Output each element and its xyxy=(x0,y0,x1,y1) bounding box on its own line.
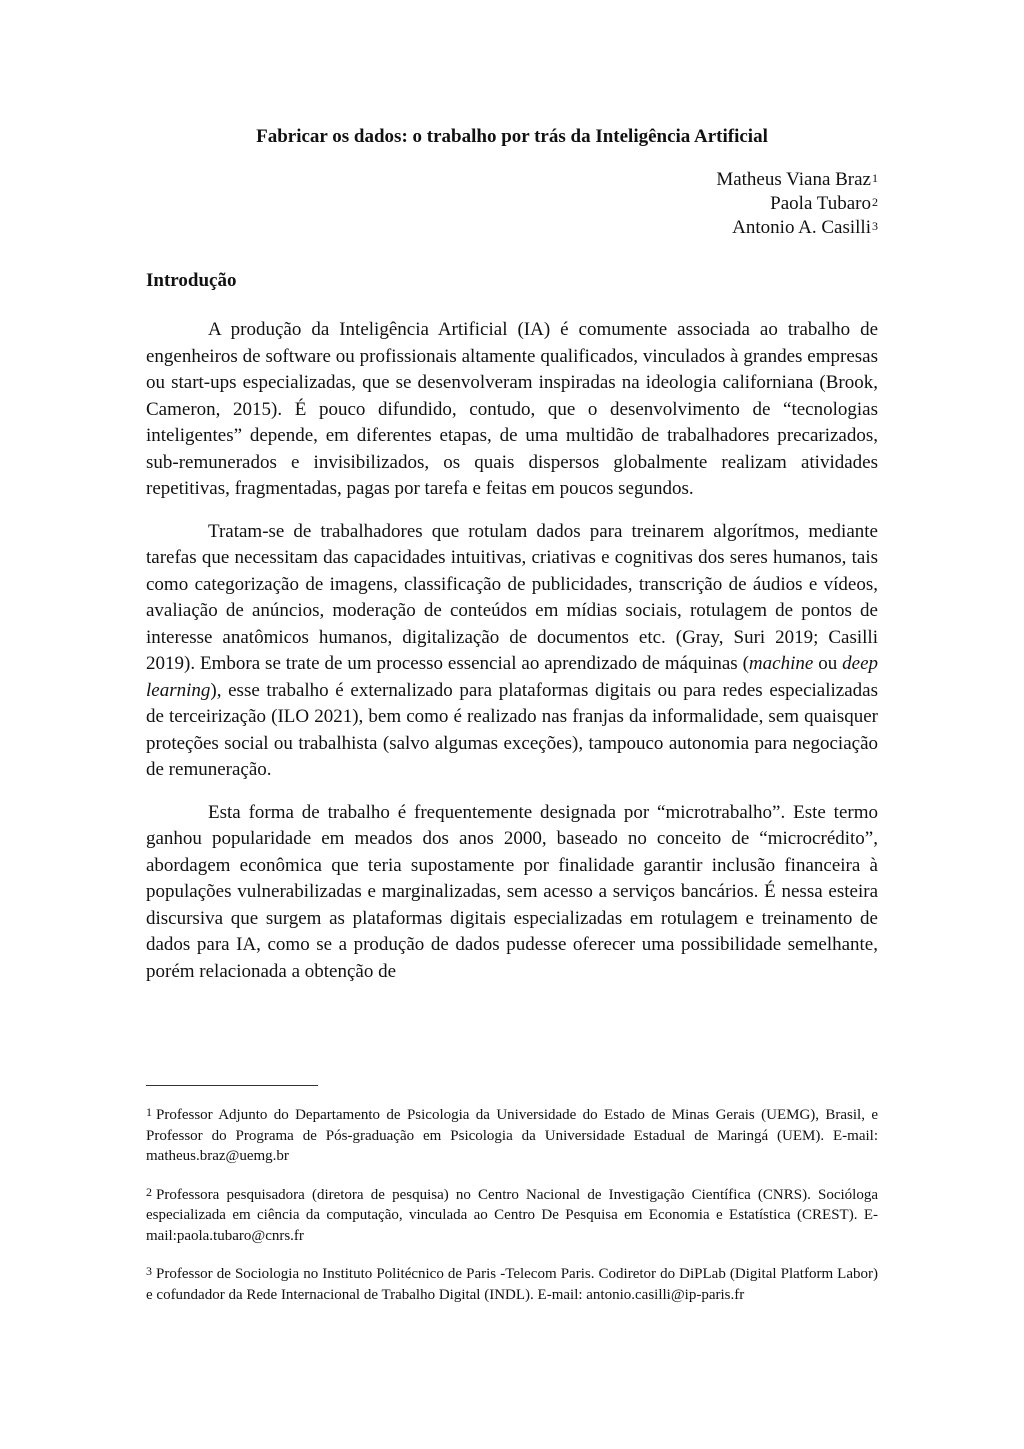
footnote xyxy=(146,1105,878,1167)
italic-term: machine xyxy=(748,653,814,674)
footnote-marker[interactable]: 2 xyxy=(872,195,878,209)
footnote-number: 1 xyxy=(146,1105,152,1119)
author-name: Antonio A. Casilli xyxy=(732,217,871,238)
paragraph xyxy=(146,519,878,784)
footnote-text: Professora pesquisadora (diretora de pesquisa) no Centro Nacional de Investigação Científica (CNRS). Socióloga especializada em ciência da computação, vinculada ao Centro De Pesquisa em Economia e Estatística (CREST). E-mail:paola.tubaro@cnrs.fr xyxy=(146,1186,878,1244)
paragraph-text: ), esse trabalho é externalizado para plataformas digitais ou para redes especializadas de terceirização (ILO 2021), bem como é realizado nas franjas da informalidade, sem quaisquer proteções social ou trabalhista (salvo algumas exceções), tampouco autonomia para negociação de remuneração. xyxy=(146,679,878,780)
footnote-text: Professor de Sociologia no Instituto Politécnico de Paris -Telecom Paris. Codiretor do DiPLab (Digital Platform Labor) e cofundador da Rede Internacional de Trabalho Digital (INDL). E-mail: antonio.casilli@ip-paris.fr xyxy=(146,1266,878,1303)
italic-term: deep learning xyxy=(146,653,879,701)
footnotes xyxy=(146,1105,878,1323)
footnote-number: 3 xyxy=(146,1264,152,1278)
footnote xyxy=(146,1264,878,1305)
paragraph: Esta forma de trabalho é frequentemente designada por “microtrabalho”. Este termo ganhou popularidade em meados dos anos 2000, baseado no conceito de “microcrédito”, abordagem econômica que teria supostamente por finalidade garantir inclusão financeira à populações vulnerabilizadas e marginalizadas, sem acesso a serviços bancários. É nessa esteira discursiva que surgem as plataformas digitais especializadas em rotulagem e treinamento de dados para IA, como se a produção de dados pudesse oferecer uma possibilidade semelhante, porém relacionada a obtenção de xyxy=(146,801,878,982)
author xyxy=(716,216,878,240)
paragraph-text: ou xyxy=(813,653,843,674)
footnote-divider xyxy=(146,1085,318,1086)
author-list xyxy=(716,168,878,240)
body-text xyxy=(146,317,878,1001)
author xyxy=(716,168,878,192)
paper-title: Fabricar os dados: o trabalho por trás da Inteligência Artificial xyxy=(256,126,768,147)
paragraph-text: Tratam-se de trabalhadores que rotulam dados para treinarem algorítmos, mediante tarefas que necessitam das capacidades intuitivas, criativas e cognitivas dos seres humanos, tais como categorização de imagens, classificação de publicidades, transcrição de áudios e vídeos, avaliação de anúncios, moderação de conteúdos em mídias sociais, rotulagem de pontos de interesse anatômicos humanos, digitalização de documentos etc. (Gray, Suri 2019; Casilli 2019). Embora se trate de um processo essencial ao aprendizado de máquinas ( xyxy=(146,520,878,674)
author xyxy=(716,192,878,216)
section-heading: Introdução xyxy=(146,270,237,291)
footnote-marker[interactable]: 1 xyxy=(872,171,878,185)
footnote-marker[interactable]: 3 xyxy=(872,219,878,233)
footnote xyxy=(146,1185,878,1247)
footnote-text: Professor Adjunto do Departamento de Psicologia da Universidade do Estado de Minas Gerais (UEMG), Brasil, e Professor do Programa de Pós-graduação em Psicologia da Universidade Estadual de Maringá (UEM). E-mail: matheus.braz@uemg.br xyxy=(146,1107,878,1164)
paragraph: A produção da Inteligência Artificial (IA) é comumente associada ao trabalho de engenheiros de software ou profissionais altamente qualificados, vinculados à grandes empresas ou start-ups especializadas, que se desenvolveram inspiradas na ideologia californiana (Brook, Cameron, 2015). É pouco difundido, contudo, que o desenvolvimento de “tecnologias inteligentes” depende, em diferentes etapas, de uma multidão de trabalhadores precarizados, sub-remunerados e invisibilizados, os quais dispersos globalmente realizam atividades repetitivas, fragmentadas, pagas por tarefa e feitas em poucos segundos. xyxy=(146,319,878,499)
footnote-number: 2 xyxy=(146,1184,152,1199)
author-name: Paola Tubaro xyxy=(770,193,871,214)
author-name: Matheus Viana Braz xyxy=(716,169,871,190)
